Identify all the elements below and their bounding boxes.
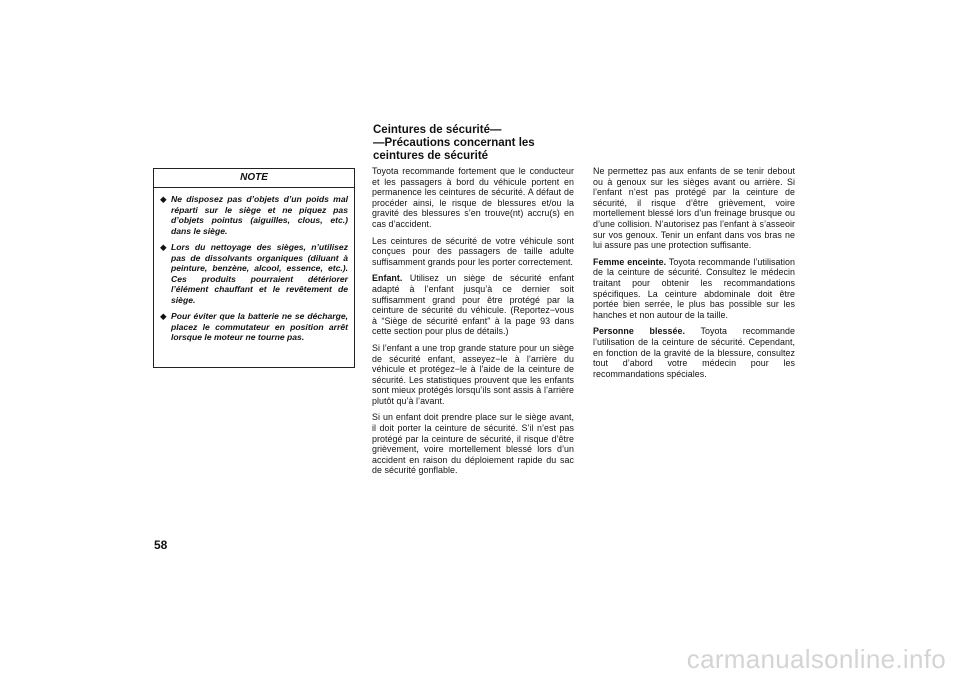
middle-column [372,166,574,482]
paragraph-lead: Personne blessée. [593,326,685,337]
note-item-text: Ne disposez pas d’objets d’un poids mal réparti sur le siège et ne piquez pas d’objets pointus (aiguilles, clous, etc.) dans le siège. [171,194,348,236]
note-box [153,168,355,368]
note-item-text: Pour éviter que la batterie ne se décharge, placez le commutateur en position arrêt lorsque le moteur ne tourne pas. [171,311,348,342]
paragraph-lead: Enfant. [372,273,403,284]
page-number: 58 [154,538,168,552]
paragraph-text: Utilisez un siège de sécurité enfant adapté à l’enfant jusqu’à ce dernier soit suffisamment grand pour être protégé par la ceinture de sécurité du véhicule. (Reportez−vous à “Siège de sécurité enfant” à la page 93 dans cette section pour plus de détails.) [372,273,574,337]
body-paragraph [593,257,795,321]
section-title-line: Ceintures de sécurité— [373,124,502,136]
body-paragraph: Toyota recommande fortement que le conducteur et les passagers à bord du véhicule portent en permanence les ceintures de sécurité. A défaut de procéder ainsi, le risque de blessures et/ou la gravité des blessures s’en trouve(nt) accru(s) en cas d’accident. [372,166,574,229]
diamond-bullet-icon: ◆ [160,194,167,204]
body-paragraph: Si un enfant doit prendre place sur le siège avant, il doit porter la ceinture de sécurité. S’il n’est pas protégé par la ceinture de sécurité, il risque d’être grièvement, voire mortellement blessé lors d’un accident en raison du déploiement rapide du sac de sécurité gonflable. [372,412,574,476]
body-paragraph [593,326,795,379]
section-title-line: ceintures de sécurité [373,150,489,162]
paragraph-text: Toyota recommande l’utilisation de la ceinture de sécurité. Consultez le médecin traitant pour obtenir les recommandations spécifiques. La ceinture abdominale doit être portée bien serrée, le plus bas possible sur les hanches et non autour de la taille. [593,256,795,320]
paragraph-text: Toyota recommande l’utilisation de la ceinture de sécurité. Cependant, en fonction de la gravité de la blessure, consultez tout d’abord votre médecin pour les recommandations spéciales. [593,326,795,379]
section-title-line: —Précautions concernant les [373,137,535,149]
note-item [160,194,348,236]
note-item [160,311,348,343]
body-paragraph [372,273,574,337]
note-title: NOTE [154,169,354,188]
section-title [373,124,583,163]
diamond-bullet-icon: ◆ [160,311,167,321]
paragraph-lead: Femme enceinte. [593,256,667,267]
note-item [160,242,348,305]
watermark: carmanualsonline.info [686,644,946,674]
body-paragraph: Si l’enfant a une trop grande stature pour un siège de sécurité enfant, asseyez−le à l’arrière du véhicule et protégez−le à l’aide de la ceinture de sécurité. Les statistiques prouvent que les enfants sont mieux protégés lorsqu’ils sont assis à l’arrière plutôt qu’à l’avant. [372,342,574,406]
note-list [154,188,354,343]
right-column [593,166,795,385]
body-paragraph: Ne permettez pas aux enfants de se tenir debout ou à genoux sur les sièges avant ou arrière. Si l’enfant n’est pas protégé par la ceinture de sécurité, il risque d’être grièvement, voire mortellement blessé lors d’un freinage brusque ou d’une collision. N’autorisez pas l’enfant à s’asseoir sur vos genoux. Tenir un enfant dans vos bras ne lui assure pas une protection suffisante. [593,166,795,251]
note-item-text: Lors du nettoyage des sièges, n’utilisez pas de dissolvants organiques (diluant à peinture, benzène, alcool, essence, etc.). Ces produits pourraient détériorer l’élément chauffant et le revêtement de siège. [171,242,348,305]
body-paragraph: Les ceintures de sécurité de votre véhicule sont conçues pour des passagers de taille adulte suffisamment grands pour les porter correctement. [372,235,574,267]
diamond-bullet-icon: ◆ [160,242,167,252]
